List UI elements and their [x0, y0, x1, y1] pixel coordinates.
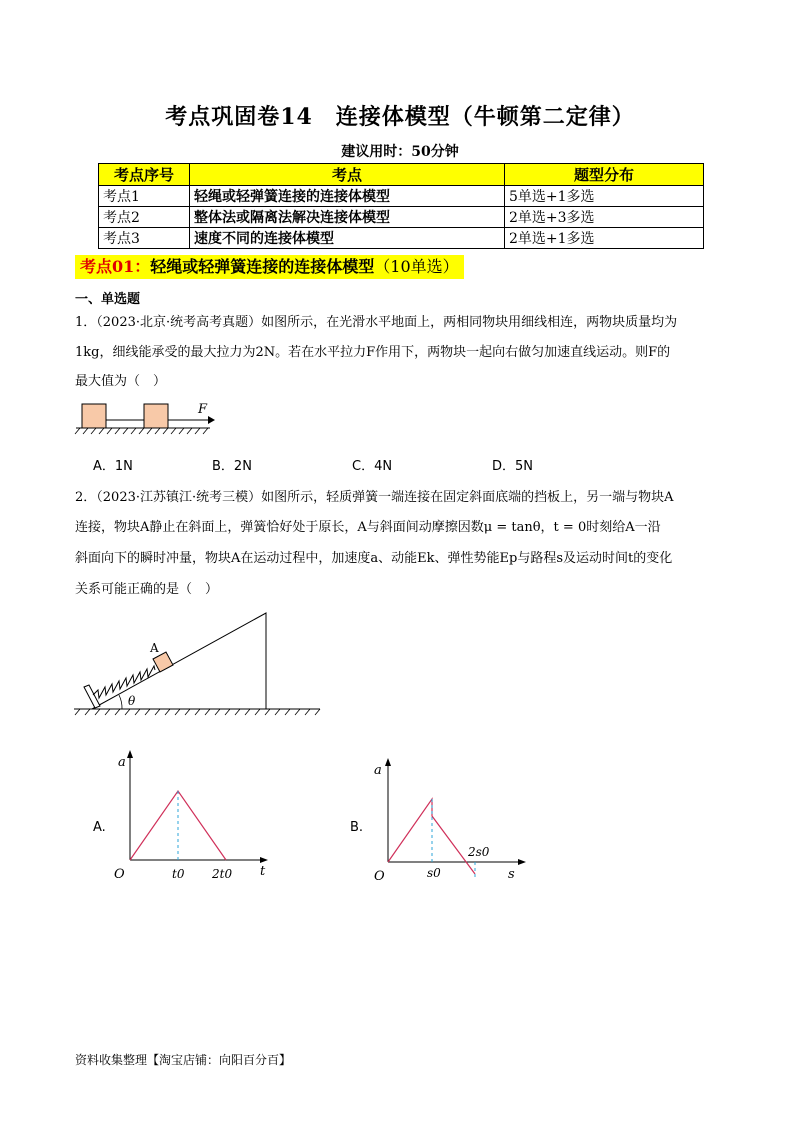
q1-figure	[70, 400, 220, 440]
table-cell: 2单选+1多选	[505, 228, 704, 249]
incline	[92, 613, 266, 709]
force-label: F	[198, 402, 208, 417]
q1-option-a: A．1N	[93, 459, 133, 474]
section-name: 轻绳或轻弹簧连接的连接体模型	[150, 257, 375, 276]
table-row	[99, 207, 704, 228]
table-header: 考点	[190, 164, 505, 186]
angle-label: θ	[128, 694, 136, 708]
q1-option-c: C．4N	[352, 459, 393, 474]
table-cell: 考点3	[99, 228, 190, 249]
table-row	[99, 186, 704, 207]
table-header: 题型分布	[505, 164, 704, 186]
tick-label-2: 2s0	[468, 845, 490, 859]
section-heading	[75, 255, 464, 279]
y-axis-label: a	[374, 763, 382, 778]
table-cell: 考点2	[99, 207, 190, 228]
table-cell: 轻绳或轻弹簧连接的连接体模型	[190, 186, 505, 207]
part-heading: 一、单选题	[75, 292, 141, 307]
section-label: 考点01：	[80, 257, 151, 276]
x-axis-label: s	[508, 867, 515, 882]
q1-option-d: D．5N	[492, 459, 534, 474]
q2-line1: 2．（2023·江苏镇江·统考三模）如图所示，轻质弹簧一端连接在固定斜面底端的挡板上，另一端与物块A	[75, 490, 674, 505]
x-arrow	[260, 857, 268, 863]
q1-line3: 最大值为（ ）	[75, 374, 167, 389]
q2-graph-b	[370, 756, 540, 896]
q2-line4: 关系可能正确的是（ ）	[75, 582, 219, 597]
page-title: 考点巩固卷14 连接体模型（牛顿第二定律）	[165, 104, 635, 130]
y-arrow	[385, 758, 391, 766]
table-cell: 5单选+1多选	[505, 186, 704, 207]
q1-option-b: B．2N	[212, 459, 252, 474]
y-axis-label: a	[118, 755, 126, 770]
summary-table	[98, 163, 704, 249]
table-header: 考点序号	[99, 164, 190, 186]
table-header-row	[99, 164, 704, 186]
x-axis-label: t	[260, 864, 266, 879]
q1-line1: 1．（2023·北京·统考高考真题）如图所示，在光滑水平地面上，两相同物块用细线相连，两物块质量均为	[75, 315, 678, 330]
q2-line2: 连接，物块A静止在斜面上，弹簧恰好处于原长，A与斜面间动摩擦因数μ = tanθ，t = 0时刻给A一沿	[75, 520, 661, 535]
block-right	[144, 404, 168, 428]
q2-line3: 斜面向下的瞬时冲量，物块A在运动过程中，加速度a、动能Ek、弹性势能Ep与路程s及运动时间t的变化	[75, 551, 673, 566]
spring	[93, 666, 155, 698]
q2-incline-figure	[70, 605, 330, 725]
block-a	[153, 652, 173, 672]
q1-line2: 1kg，细线能承受的最大拉力为2N。若在水平拉力F作用下，两物块一起向右做匀加速直线运动。则F的	[75, 345, 671, 360]
tick-label-1: t0	[172, 867, 185, 881]
block-a-label: A	[150, 641, 159, 655]
section-count: （10单选）	[374, 257, 459, 276]
ground-hatching	[75, 428, 208, 434]
time-suggestion: 建议用时：50分钟	[341, 144, 459, 160]
table-cell: 2单选+3多选	[505, 207, 704, 228]
q2-graph-a	[110, 748, 280, 888]
origin-label: O	[374, 869, 385, 884]
table-cell: 速度不同的连接体模型	[190, 228, 505, 249]
ground-hatching	[75, 709, 320, 715]
table-row	[99, 228, 704, 249]
q2-graph-b-option: B.	[350, 820, 364, 835]
tick-label-2: 2t0	[212, 867, 233, 881]
y-arrow	[127, 750, 133, 758]
tick-label-1: s0	[427, 866, 441, 880]
table-cell: 整体法或隔离法解决连接体模型	[190, 207, 505, 228]
arrow-head	[208, 416, 215, 424]
q2-graph-a-option: A.	[93, 820, 106, 835]
origin-label: O	[114, 867, 125, 882]
angle-arc	[119, 695, 122, 709]
x-arrow	[518, 859, 526, 865]
stop-plate	[84, 685, 100, 708]
table-cell: 考点1	[99, 186, 190, 207]
block-left	[82, 404, 106, 428]
graph-line	[130, 791, 226, 860]
footer: 资料收集整理【淘宝店铺：向阳百分百】	[75, 1053, 292, 1067]
